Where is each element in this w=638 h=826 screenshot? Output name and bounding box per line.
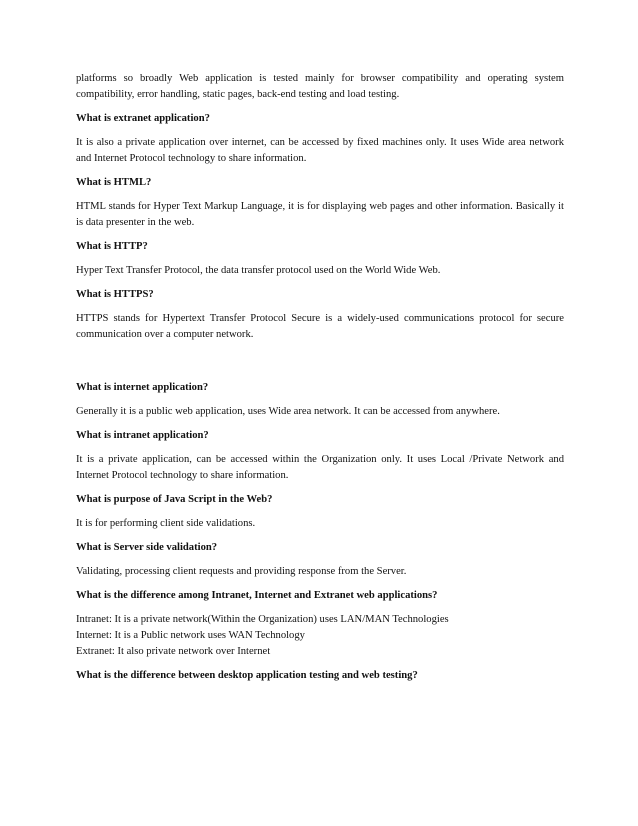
question-server-validation: What is Server side validation? [76,542,218,553]
answer-line-internet: Internet: It is a Public network uses WAN Technology [76,630,305,641]
answer-https: HTTPS stands for Hypertext Transfer Protocol Secure is a widely-used communications protocol for secure communication over a computer network. [76,313,564,340]
paragraph-intro: platforms so broadly Web application is tested mainly for browser compatibility and operating system compatibility, error handling, static pages, back-end testing and load testing. [76,73,564,100]
answer-internet: Generally it is a public web application, uses Wide area network. It can be accessed from anywhere. [76,406,500,417]
section-spacer [76,351,564,380]
question-intranet: What is intranet application? [76,430,209,441]
answer-http: Hyper Text Transfer Protocol, the data transfer protocol used on the World Wide Web. [76,265,441,276]
question-http: What is HTTP? [76,241,148,252]
question-https: What is HTTPS? [76,289,154,300]
answer-line-intranet: Intranet: It is a private network(Within the Organization) uses LAN/MAN Technologies [76,614,449,625]
answer-extranet: It is also a private application over internet, can be accessed by fixed machines only. It uses Wide area network and Internet Protocol technology to share information. [76,137,564,164]
question-differences: What is the difference among Intranet, Internet and Extranet web applications? [76,590,438,601]
answer-line-extranet: Extranet: It also private network over Internet [76,646,271,657]
question-javascript: What is purpose of Java Script in the Web? [76,494,273,505]
answer-server-validation: Validating, processing client requests and providing response from the Server. [76,566,407,577]
answer-javascript: It is for performing client side validations. [76,518,256,529]
question-internet: What is internet application? [76,382,209,393]
answer-differences [76,612,564,660]
question-html: What is HTML? [76,177,152,188]
document-page [76,71,564,692]
answer-intranet: It is a private application, can be accessed within the Organization only. It uses Local /Private Network and Internet Protocol technology to share information. [76,454,564,481]
question-extranet: What is extranet application? [76,113,210,124]
answer-html: HTML stands for Hyper Text Markup Language, it is for displaying web pages and other information. Basically it is data presenter in the web. [76,201,564,228]
question-desktop-vs-web: What is the difference between desktop application testing and web testing? [76,670,418,681]
